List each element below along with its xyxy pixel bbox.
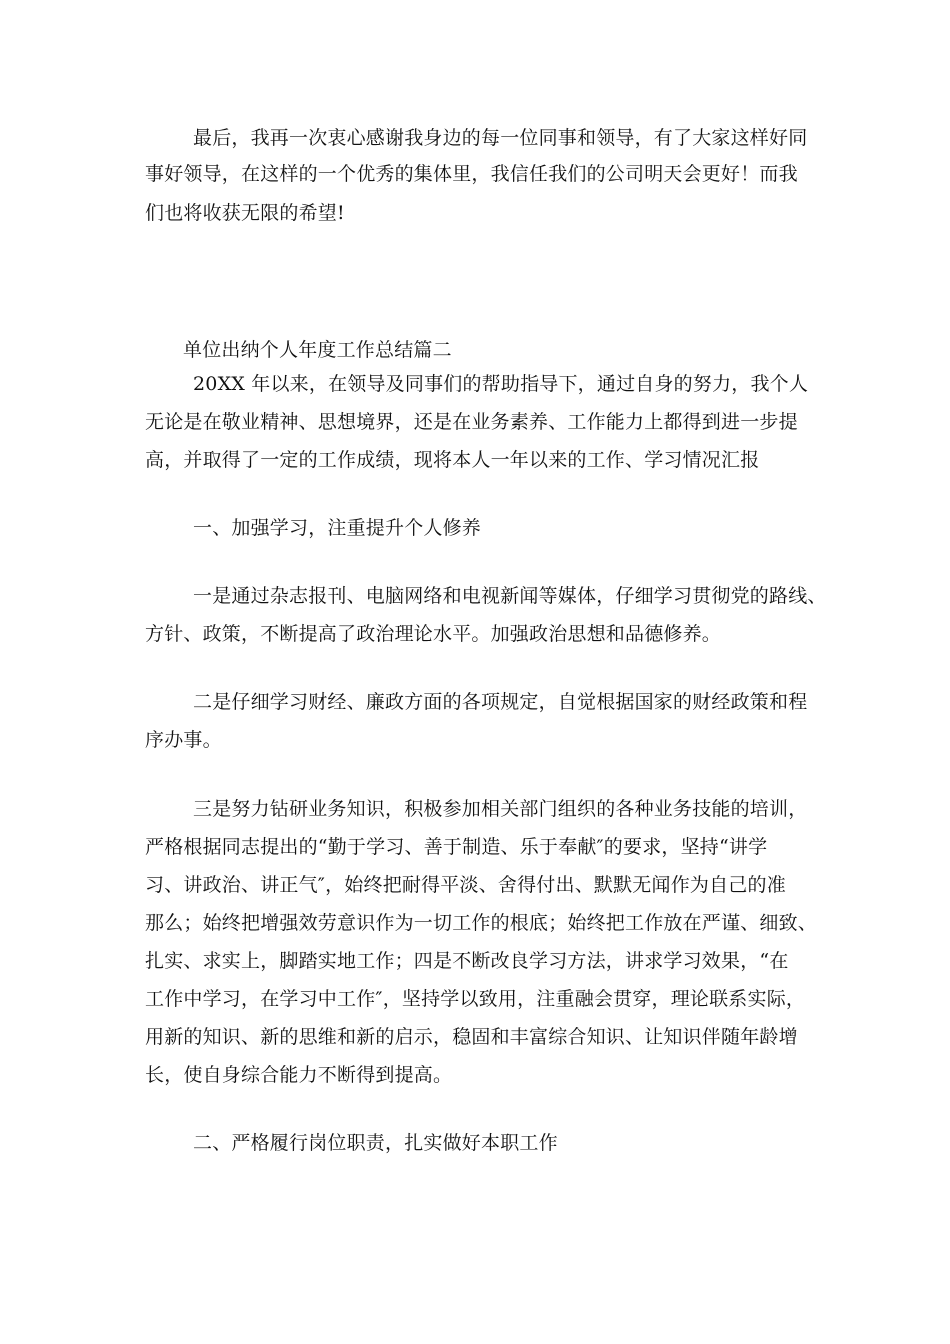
p2-line-2: 序办事。	[145, 729, 222, 751]
section-2-heading: 二、严格履行岗位职责，扎实做好本职工作	[193, 1132, 558, 1154]
p3-line-7: 用新的知识、新的思维和新的启示，稳固和丰富综合知识、让知识伴随年龄增	[145, 1026, 798, 1048]
p3-line-8: 长，使自身综合能力不断得到提高。	[145, 1064, 453, 1086]
p3-line-1: 三是努力钻研业务知识，积极参加相关部门组织的各种业务技能的培训，	[193, 798, 808, 820]
intro-line-1: 20XX 年以来，在领导及同事们的帮助指导下，通过自身的努力，我个人	[193, 373, 809, 395]
intro-line-2: 无论是在敬业精神、思想境界，还是在业务素养、工作能力上都得到进一步提	[145, 411, 798, 433]
closing-line-3: 们也将收获无限的希望!	[145, 202, 345, 224]
intro-line-3: 高，并取得了一定的工作成绩，现将本人一年以来的工作、学习情况汇报	[145, 449, 760, 471]
p1-line-1: 一是通过杂志报刊、电脑网络和电视新闻等媒体，仔细学习贯彻党的路线、	[193, 585, 827, 607]
p3-line-3: 习、讲政治、讲正气″，始终把耐得平淡、舍得付出、默默无闻作为自己的准	[145, 874, 786, 896]
p1-line-2: 方针、政策，不断提高了政治理论水平。加强政治思想和品德修养。	[145, 623, 722, 645]
p2-line-1: 二是仔细学习财经、廉政方面的各项规定，自觉根据国家的财经政策和程	[193, 691, 808, 713]
p3-line-6: 工作中学习，在学习中工作″，坚持学以致用，注重融会贯穿，理论联系实际，	[145, 988, 806, 1010]
article-title: 单位出纳个人年度工作总结篇二	[183, 339, 452, 361]
closing-line-1: 最后，我再一次衷心感谢我身边的每一位同事和领导，有了大家这样好同	[193, 127, 808, 149]
closing-line-2: 事好领导，在这样的一个优秀的集体里，我信任我们的公司明天会更好！而我	[145, 163, 798, 185]
p3-line-5: 扎实、求实上，脚踏实地工作；四是不断改良学习方法，讲求学习效果，“在	[145, 950, 789, 972]
p3-line-2: 严格根据同志提出的“勤于学习、善于制造、乐于奉献″的要求，坚持“讲学	[145, 836, 768, 858]
p3-line-4: 那么；始终把增强效劳意识作为一切工作的根底；始终把工作放在严谨、细致、	[145, 912, 818, 934]
section-1-heading: 一、加强学习，注重提升个人修养	[193, 517, 482, 539]
